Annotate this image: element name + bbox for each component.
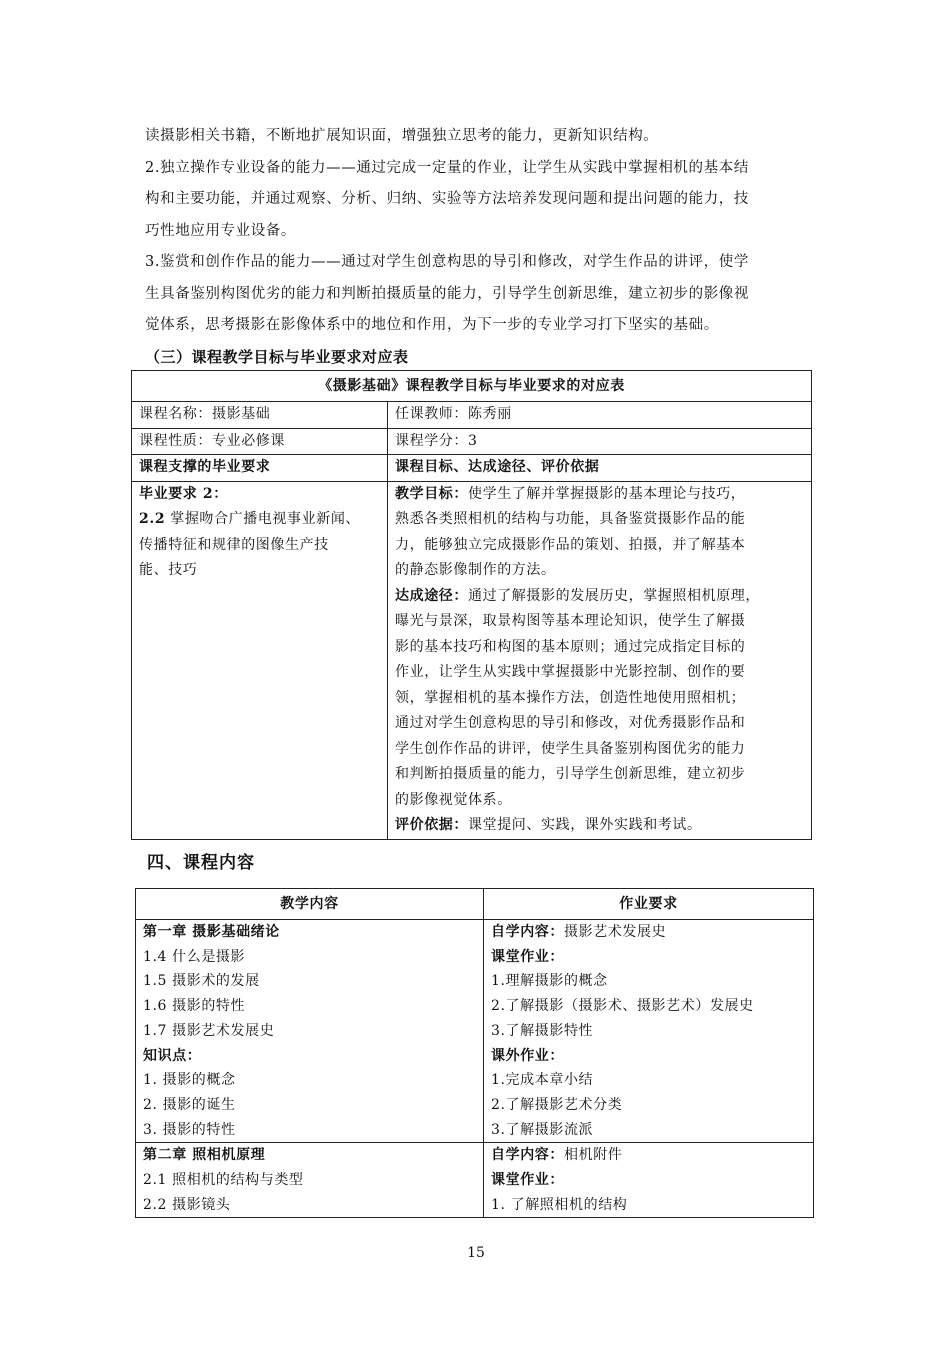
self-study-label: 自学内容： (491, 1147, 564, 1164)
goal-line: 的静态影像制作的方法。 (395, 562, 556, 578)
intro-paragraphs (145, 121, 813, 342)
requirement-line: 能、技巧 (139, 562, 198, 578)
text-line: 读摄影相关书籍，不断地扩展知识面，增强独立思考的能力，更新知识结构。 (145, 128, 659, 144)
section-3-title: （三）课程教学目标与毕业要求对应表 (145, 348, 409, 366)
goal-line: 力，能够独立完成摄影作品的策划、拍摄，并了解基本 (395, 536, 746, 553)
col-right-header: 课程目标、达成途径、评价依据 (388, 455, 812, 482)
self-study-label: 自学内容： (491, 924, 564, 940)
outside-work-label: 课外作业： (491, 1047, 564, 1064)
list-item: 1.7 摄影艺术发展史 (143, 1022, 275, 1039)
list-item: 3.了解摄影流派 (491, 1121, 594, 1138)
list-item: 1.6 摄影的特性 (143, 998, 246, 1015)
path-line: 领，掌握相机的基本操作方法，创造性地使用照相机； (395, 689, 746, 706)
text-line: 3.鉴赏和创作作品的能力——通过对学生创意构思的导引和修改，对学生作品的讲评，使学 (145, 254, 749, 270)
list-item: 2.1 照相机的结构与类型 (143, 1172, 304, 1189)
goal-line: 熟悉各类照相机的结构与功能，具备鉴赏摄影作品的能 (395, 511, 746, 527)
text-line: 觉体系，思考摄影在影像体系中的地位和作用，为下一步的专业学习打下坚实的基础。 (145, 317, 719, 333)
list-item: 1.理解摄影的概念 (491, 973, 608, 990)
page-number: 15 (467, 1245, 485, 1261)
course-name: 课程名称：摄影基础 (132, 402, 388, 429)
list-item: 1.完成本章小结 (491, 1072, 594, 1089)
chapter-1-content (136, 920, 484, 1143)
class-work-label: 课堂作业： (491, 1172, 564, 1189)
requirement-line: 传播特征和规律的图像生产技 (139, 536, 329, 553)
goal-label: 教学目标： (395, 485, 468, 502)
path-line: 曝光与景深，取景构图等基本理论知识，使学生了解摄 (395, 613, 746, 629)
list-item: 2. 摄影的诞生 (143, 1096, 236, 1113)
requirement-cell (132, 481, 388, 839)
requirement-line: 掌握吻合广播电视事业新闻、 (165, 511, 361, 527)
header-homework: 作业要求 (484, 889, 814, 920)
text-line: 巧性地应用专业设备。 (145, 222, 296, 239)
path-line: 通过对学生创意构思的导引和修改，对优秀摄影作品和 (395, 715, 746, 731)
list-item: 1. 摄影的概念 (143, 1072, 236, 1089)
path-line: 作业，让学生从实践中掌握摄影中光影控制、创作的要 (395, 664, 746, 680)
list-item: 1.5 摄影术的发展 (143, 973, 260, 990)
table-caption: 《摄影基础》课程教学目标与毕业要求的对应表 (132, 371, 812, 402)
chapter-2-content (136, 1143, 484, 1218)
course-credits: 课程学分：3 (388, 428, 812, 455)
chapter-1-homework (484, 920, 814, 1143)
eval-label: 评价依据： (395, 817, 468, 833)
list-item: 1.4 什么是摄影 (143, 948, 246, 965)
eval-text: 课堂提问、实践，课外实践和考试。 (468, 817, 702, 833)
course-nature: 课程性质：专业必修课 (132, 428, 388, 455)
knowledge-points-label: 知识点： (143, 1047, 202, 1064)
list-item: 2.2 摄影镜头 (143, 1196, 231, 1213)
list-item: 3. 摄影的特性 (143, 1121, 236, 1138)
requirement-title: 毕业要求 2： (139, 485, 228, 502)
objectives-cell (388, 481, 812, 839)
path-line: 学生创作作品的讲评，使学生具备鉴别构图优劣的能力 (395, 740, 746, 757)
header-teaching-content: 教学内容 (136, 889, 484, 920)
text-line: 构和主要功能，并通过观察、分析、归纳、实验等方法培养发现问题和提出问题的能力，技 (145, 191, 749, 207)
self-study-text: 摄影艺术发展史 (564, 924, 667, 940)
list-item: 2.了解摄影艺术分类 (491, 1096, 623, 1113)
path-line: 和判断拍摄质量的能力，引导学生创新思维，建立初步 (395, 766, 746, 782)
teacher: 任课教师：陈秀丽 (388, 402, 812, 429)
goal-line: 使学生了解并掌握摄影的基本理论与技巧， (468, 485, 746, 502)
text-line: 生具备鉴别构图优劣的能力和判断拍摄质量的能力，引导学生创新思维，建立初步的影像视 (145, 285, 749, 302)
class-work-label: 课堂作业： (491, 948, 564, 965)
course-content-table (135, 888, 814, 1218)
path-line: 影的基本技巧和构图的基本原则；通过完成指定目标的 (395, 638, 746, 655)
path-line: 的影像视觉体系。 (395, 791, 512, 808)
requirement-number: 2.2 (139, 511, 166, 527)
section-4-title: 四、课程内容 (147, 853, 255, 873)
self-study-text: 相机附件 (564, 1147, 623, 1164)
chapter-title: 第二章 照相机原理 (143, 1147, 266, 1164)
col-left-header: 课程支撑的毕业要求 (132, 455, 388, 482)
chapter-title: 第一章 摄影基础绪论 (143, 924, 280, 940)
chapter-2-homework (484, 1143, 814, 1218)
list-item: 3.了解摄影特性 (491, 1022, 594, 1039)
text-line: 2.独立操作专业设备的能力——通过完成一定量的作业，让学生从实践中掌握相机的基本结 (145, 159, 749, 176)
list-item: 1. 了解照相机的结构 (491, 1196, 628, 1213)
objectives-table (131, 370, 812, 840)
list-item: 2.了解摄影（摄影术、摄影艺术）发展史 (491, 998, 754, 1015)
path-label: 达成途径： (395, 587, 468, 604)
path-line: 通过了解摄影的发展历史，掌握照相机原理， (468, 587, 760, 604)
